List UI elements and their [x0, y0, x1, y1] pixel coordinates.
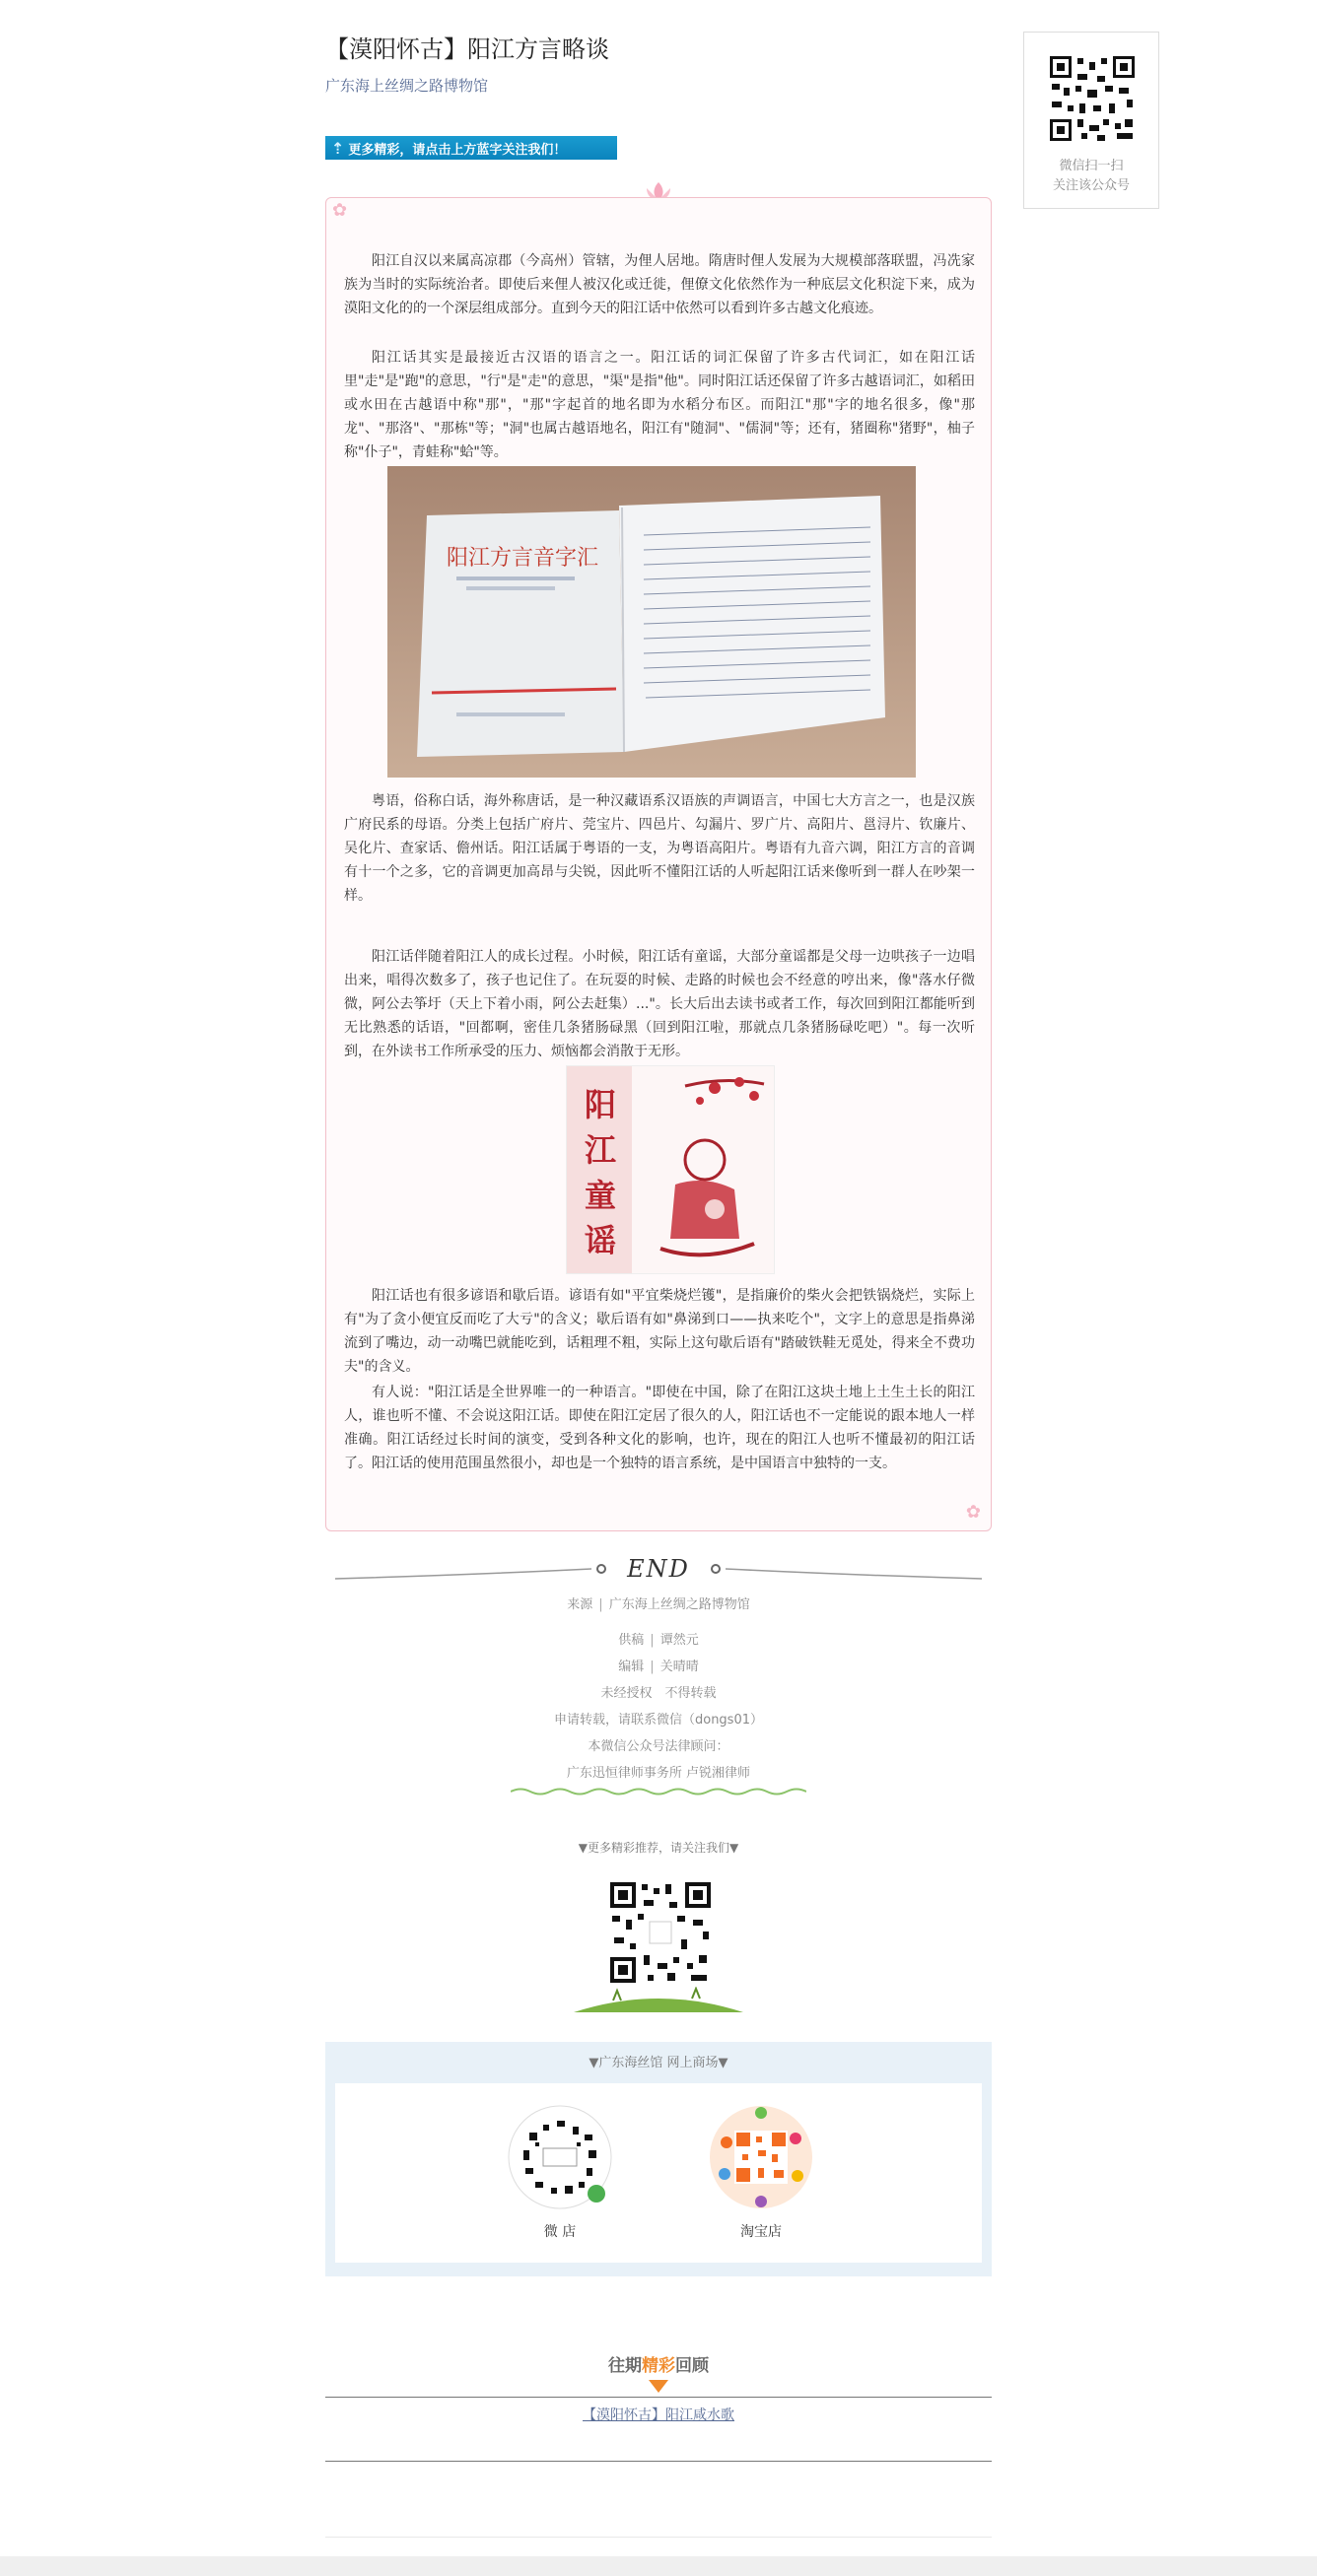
paragraph-3: 粤语，俗称白话，海外称唐话，是一种汉藏语系汉语族的声调语言，中国七大方言之一，也是汉族广府民系的母语。分类上包括广府片、莞宝片、四邑片、勾漏片、罗广片、高阳片、邕浔片、钦廉片、吴化片、查家话、儋州话。阳江话属于粤语的一支，为粤语高阳片。粤语有九音六调，阳江方言的音调有十一个之多，它的音调更加高昂与尖锐，因此听不懂阳江话的人听起阳江话来像听到一群人在吵架一样。 [344, 793, 975, 904]
taobao-store-item[interactable] [702, 2103, 820, 2241]
page-bottom-bar [0, 2556, 1317, 2576]
sidebar-qr-card [1023, 32, 1159, 209]
past-article-link[interactable]: 【漠阳怀古】阳江咸水歌 [583, 2407, 734, 2423]
paragraph-4: 阳江话伴随着阳江人的成长过程。小时候，阳江话有童谣，大部分童谣都是父母一边哄孩子一边唱出来，唱得次数多了，孩子也记住了。在玩耍的时候、走路的时候也会不经意的哼出来，像"落水仔微微，阿公去筝圩（天上下着小雨，阿公去赶集）..."。长大后出去读书或者工作，每次回到阳江都能听到无比熟悉的话语，"回都啊，密佳几条猪肠碌黑（回到阳江啦，那就点几条猪肠碌吃吧）"。每一次听到，在外读书工作所承受的压力、烦恼都会消散于无形。 [344, 949, 975, 1059]
sidebar-qr-caption: 微信扫一扫 关注该公众号 [1052, 159, 1130, 193]
credit-editor: 编辑 | 关晴晴 [618, 1660, 699, 1674]
law-firm: 广东迅恒律师事务所 卢锐湘律师 [566, 1766, 751, 1781]
dialect-book-photo [387, 466, 916, 778]
petal-decoration-icon: ✿ [965, 1502, 981, 1523]
shop-title: ▼广东海丝馆 网上商场▼ [589, 2056, 728, 2070]
credit-submitter: 供稿 | 谭然元 [618, 1633, 699, 1648]
follow-banner[interactable] [325, 136, 617, 160]
sidebar-qr-code[interactable] [1048, 54, 1137, 143]
end-divider [325, 1555, 992, 1585]
legal-advisor-label: 本微信公众号法律顾问： [588, 1739, 729, 1754]
follow-banner-text: 更多精彩，请点击上方蓝字关注我们！ [348, 142, 567, 158]
online-shop-panel [325, 2042, 992, 2276]
book-cover-title: 阳江方言音字汇 [447, 546, 599, 571]
shop-inner-card [335, 2083, 982, 2263]
pointer-arrow-icon: ⇡ [331, 138, 345, 158]
nursery-rhyme-illustration [566, 1065, 775, 1274]
end-text: END [627, 1555, 690, 1583]
rhyme-char-3: 童 [585, 1177, 617, 1214]
taobao-store-label[interactable]: 淘宝店 [740, 2224, 782, 2240]
petal-decoration-icon: ✿ [332, 200, 348, 221]
more-recommend-tip: ▼更多精彩推荐，请关注我们▼ [578, 1841, 739, 1855]
paragraph-2: 阳江话其实是最接近古汉语的语言之一。阳江话的词汇保留了许多古代词汇，如在阳江话里"走"是"跑"的意思，"行"是"走"的意思，"渠"是指"他"。同时阳江话还保留了许多古越语词汇，如稻田或水田在古越语中称"那"，"那"字起首的地名即为水稻分布区。而阳江"那"字的地名很多，像"那龙"、"那洛"、"那栋"等；"洞"也属古越语地名，阳江有"随洞"、"儒洞"等；还有，猪圈称"猪野"，柚子称"仆子"，青蛙称"蛤"等。 [344, 350, 975, 460]
review-divider-bottom [325, 2461, 992, 2462]
vine-divider-icon [511, 1787, 806, 1796]
repost-contact: 申请转载，请联系微信（dongs01） [553, 1713, 763, 1728]
rhyme-char-1: 阳 [585, 1086, 617, 1123]
page-title: 【漠阳怀古】阳江方言略谈 [325, 35, 609, 63]
paragraph-5: 阳江话也有很多谚语和歇后语。谚语有如"平宜柴烧烂镬"，是指廉价的柴火会把铁锅烧烂，实际上有"为了贪小便宜反而吃了大亏"的含义；歇后语有如"鼻涕到口——执来吃个"，文字上的意思是指鼻涕流到了嘴边，动一动嘴巴就能吃到，话粗理不粗，实际上这句歇后语有"踏破铁鞋无觅处，得来全不费功夫"的含义。 [344, 1288, 975, 1375]
triangle-down-icon [649, 2380, 668, 2394]
rhyme-char-4: 谣 [585, 1222, 617, 1259]
paragraph-1: 阳江自汉以来属高凉郡（今高州）管辖，为俚人居地。隋唐时俚人发展为大规模部落联盟，冯冼家族为当时的实际统治者。即使后来俚人被汉化或迁徙，俚僚文化依然作为一种底层文化积淀下来，成为漠阳文化的的一个深层组成部分。直到今天的阳江话中依然可以看到许多古越文化痕迹。 [344, 253, 975, 316]
review-divider-top [325, 2397, 992, 2398]
article-body [325, 197, 992, 1531]
paragraph-6: 有人说："阳江话是全世界唯一的一种语言。"即使在中国，除了在阳江这块土地上土生土长的阳江人，谁也听不懂、不会说这阳江话。即使在阳江定居了很久的人，阳江话也不一定能说的跟本地人一样准确。阳江话经过长时间的演变，受到各种文化的影响，也许，现在的阳江人也听不懂最初的阳江话了。阳江话的使用范围虽然很小，却也是一个独特的语言系统，是中国语言中独特的一支。 [344, 1385, 975, 1471]
wechat-store-label[interactable]: 微 店 [543, 2224, 577, 2240]
credit-source: 来源 | 广东海上丝绸之路博物馆 [567, 1597, 750, 1612]
taobao-store-qr-code[interactable] [707, 2103, 815, 2211]
wechat-store-item[interactable] [501, 2103, 619, 2241]
footer-divider [325, 2537, 992, 2538]
wechat-store-qr-code[interactable] [506, 2103, 614, 2211]
no-repost-notice: 未经授权 不得转载 [600, 1686, 717, 1701]
follow-qr-code[interactable] [608, 1880, 713, 1985]
grass-hill-icon [574, 1987, 743, 2012]
account-link[interactable]: 广东海上丝绸之路博物馆 [325, 77, 489, 95]
rhyme-char-2: 江 [585, 1131, 617, 1169]
past-highlights-title: 往期精彩回顾 [608, 2356, 709, 2376]
